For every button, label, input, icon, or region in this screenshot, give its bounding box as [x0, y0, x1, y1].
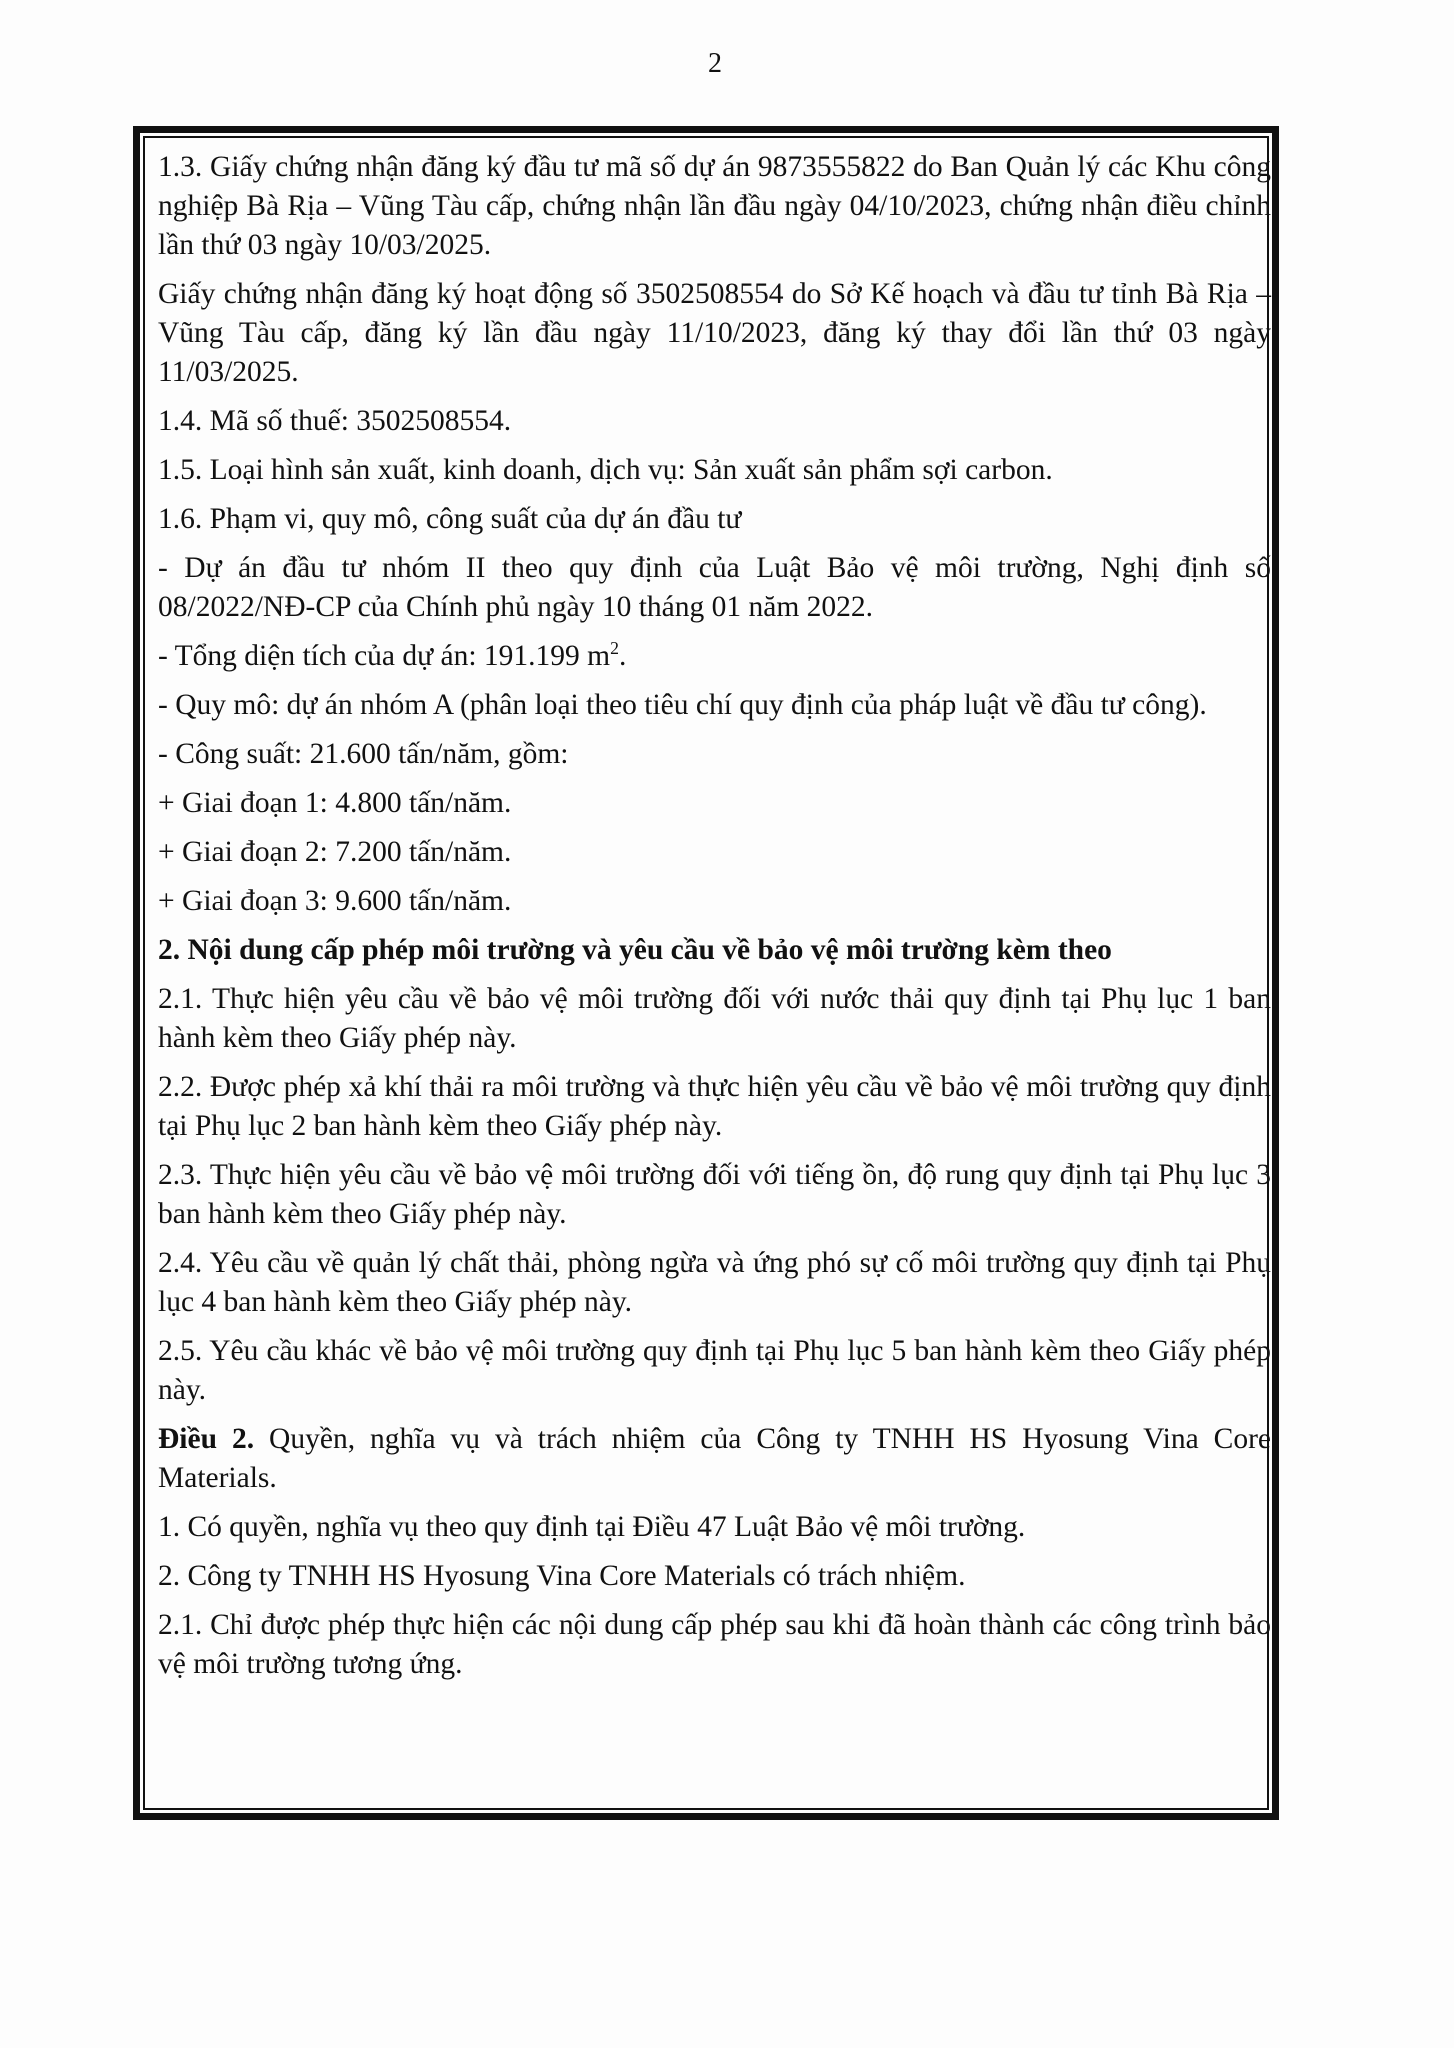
page-number: 2 [708, 48, 722, 79]
phase-1: + Giai đoạn 1: 4.800 tấn/năm. [158, 787, 512, 819]
phase-3: + Giai đoạn 3: 9.600 tấn/năm. [158, 885, 512, 917]
article-2-item-2: 2. Công ty TNHH HS Hyosung Vina Core Materials có trách nhiệm. [158, 1560, 966, 1592]
paragraph-2-3: 2.3. Thực hiện yêu cầu về bảo vệ môi trường đối với tiếng ồn, độ rung quy định tại Phụ lục 3 ban hành kèm theo Giấy phép này. [158, 1159, 1271, 1230]
paragraph-1-6-group: - Dự án đầu tư nhóm II theo quy định của Luật Bảo vệ môi trường, Nghị định số 08/2022/NĐ-CP của Chính phủ ngày 10 tháng 01 năm 2022. [158, 552, 1271, 623]
paragraph-2-2: 2.2. Được phép xả khí thải ra môi trường và thực hiện yêu cầu về bảo vệ môi trường quy định tại Phụ lục 2 ban hành kèm theo Giấy phép này. [158, 1071, 1271, 1142]
article-2-item-1: 1. Có quyền, nghĩa vụ theo quy định tại Điều 47 Luật Bảo vệ môi trường. [158, 1511, 1026, 1543]
phase-2: + Giai đoạn 2: 7.200 tấn/năm. [158, 836, 512, 868]
document-body [158, 148, 1271, 1694]
article-2-item-2-1: 2.1. Chỉ được phép thực hiện các nội dung cấp phép sau khi đã hoàn thành các công trình bảo vệ môi trường tương ứng. [158, 1609, 1271, 1680]
paragraph-2-5: 2.5. Yêu cầu khác về bảo vệ môi trường quy định tại Phụ lục 5 ban hành kèm theo Giấy phép này. [158, 1335, 1271, 1406]
paragraph-1-3: 1.3. Giấy chứng nhận đăng ký đầu tư mã số dự án 9873555822 do Ban Quản lý các Khu công nghiệp Bà Rịa – Vũng Tàu cấp, chứng nhận lần đầu ngày 04/10/2023, chứng nhận điều chỉnh lần thứ 03 ngày 10/03/2025. [158, 151, 1271, 261]
paragraph-1-3-registration: Giấy chứng nhận đăng ký hoạt động số 3502508554 do Sở Kế hoạch và đầu tư tỉnh Bà Rịa – Vũng Tàu cấp, đăng ký lần đầu ngày 11/10/2023, đăng ký thay đổi lần thứ 03 ngày 11/03/2025. [158, 278, 1271, 388]
paragraph-1-6-scale: - Quy mô: dự án nhóm A (phân loại theo tiêu chí quy định của pháp luật về đầu tư công). [158, 689, 1207, 721]
paragraph-1-5-business-type: 1.5. Loại hình sản xuất, kinh doanh, dịch vụ: Sản xuất sản phẩm sợi carbon. [158, 454, 1053, 486]
paragraph-1-6-area [158, 637, 1271, 676]
article-2 [158, 1420, 1271, 1498]
section-2-heading: 2. Nội dung cấp phép môi trường và yêu cầu về bảo vệ môi trường kèm theo [158, 934, 1112, 966]
article-2-label: Điều 2. [158, 1423, 255, 1455]
area-superscript: 2 [610, 638, 619, 659]
paragraph-1-4-tax-code: 1.4. Mã số thuế: 3502508554. [158, 405, 512, 437]
paragraph-1-6-scope: 1.6. Phạm vi, quy mô, công suất của dự án đầu tư [158, 503, 742, 535]
paragraph-1-6-capacity: - Công suất: 21.600 tấn/năm, gồm: [158, 738, 569, 770]
article-2-text: Quyền, nghĩa vụ và trách nhiệm của Công ty TNHH HS Hyosung Vina Core Materials. [158, 1423, 1272, 1494]
area-end: . [618, 640, 627, 672]
area-text: - Tổng diện tích của dự án: 191.199 m [158, 640, 611, 672]
paragraph-2-1: 2.1. Thực hiện yêu cầu về bảo vệ môi trường đối với nước thải quy định tại Phụ lục 1 ban hành kèm theo Giấy phép này. [158, 983, 1271, 1054]
paragraph-2-4: 2.4. Yêu cầu về quản lý chất thải, phòng ngừa và ứng phó sự cố môi trường quy định tại Phụ lục 4 ban hành kèm theo Giấy phép này. [158, 1247, 1271, 1318]
